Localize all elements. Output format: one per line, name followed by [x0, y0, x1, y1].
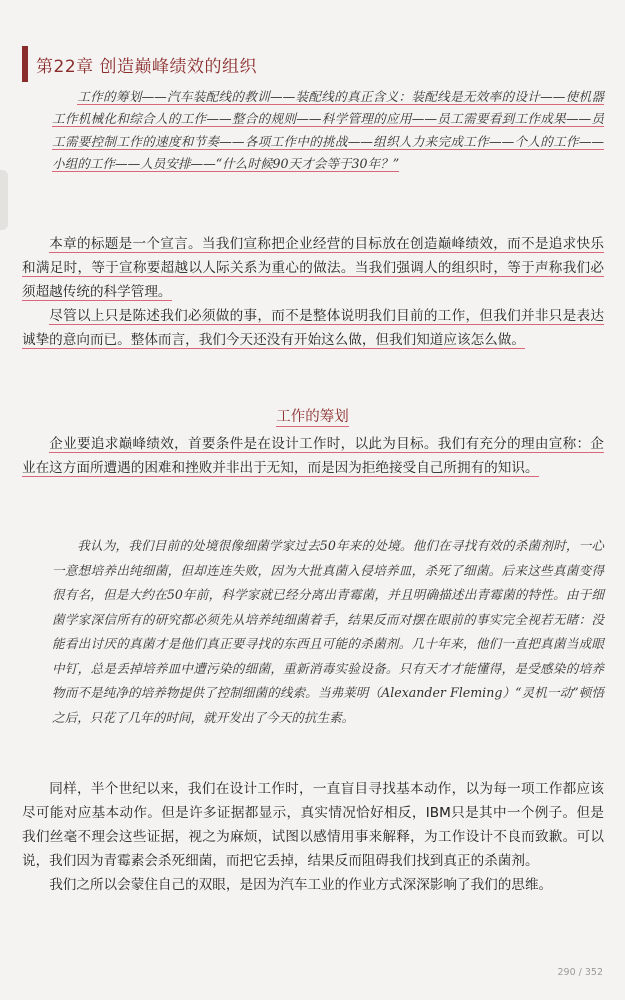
closing-paragraph-2[interactable]: 我们之所以会蒙住自己的双眼，是因为汽车工业的作业方式深深影响了我们的思维。 — [49, 877, 553, 893]
intro-paragraph-2[interactable]: 尽管以上只是陈述我们必须做的事，而不是整体说明我们目前的工作，但我们并非只是表达诚挚的意向而已。整体而言，我们今天还没有开始这么做，但我们知道应该怎么做。 — [22, 308, 604, 348]
intro-section — [22, 232, 604, 352]
section-body — [22, 432, 604, 480]
side-drawer-handle[interactable] — [0, 170, 8, 230]
quote-paragraph[interactable]: 我认为，我们目前的处境很像细菌学家过去50年来的处境。他们在寻找有效的杀菌剂时，一心一意想培养出纯细菌，但却连连失败，因为大批真菌入侵培养皿，杀死了细菌。后来这些真菌变得很有名，但是大约在50年前，科学家就已经分离出青霉菌，并且明确描述出青霉菌的特性。由于细菌学家深信所有的研究都必须先从培养纯细菌着手，结果反而对摆在眼前的事实完全视若无睹：没能看出讨厌的真菌才是他们真正要寻找的东西且可能的杀菌剂。几十年来，他们一直把真菌当成眼中钉，总是丢掉培养皿中遭污染的细菌，重新消毒实验设备。只有天才才能懂得，是受感染的培养物而不是纯净的培养物提供了控制细菌的线索。当弗莱明（Alexander Fleming）“灵机一动”顿悟之后，只花了几年的时间，就开发出了今天的抗生素。 — [52, 538, 604, 725]
chapter-summary[interactable] — [52, 86, 604, 176]
chapter-title: 第22章 创造巅峰绩效的组织 — [36, 56, 258, 77]
section-paragraph-1[interactable]: 企业要追求巅峰绩效，首要条件是在设计工作时，以此为目标。我们有充分的理由宣称：企业在这方面所遭遇的困难和挫败并非出于无知，而是因为拒绝接受自己所拥有的知识。 — [22, 436, 604, 476]
closing-paragraph-1[interactable]: 同样，半个世纪以来，我们在设计工作时，一直盲目寻找基本动作，以为每一项工作都应该尽可能对应基本动作。但是许多证据都显示，真实情况恰好相反，IBM只是其中一个例子。但是我们丝毫不理会这些证据，视之为麻烦，试图以感情用事来解释，为工作设计不良而致歉。可以说，我们因为青霉素会杀死细菌，而把它丢掉，结果反而阻碍我们找到真正的杀菌剂。 — [22, 781, 604, 869]
intro-paragraph-1[interactable]: 本章的标题是一个宣言。当我们宣称把企业经营的目标放在创造巅峰绩效，而不是追求快乐和满足时，等于宣称要超越以人际关系为重心的做法。当我们强调人的组织时，等于声称我们必须超越传统的科学管理。 — [22, 236, 604, 300]
section-title: 工作的筹划 — [276, 409, 349, 425]
page-number: 290 / 352 — [557, 967, 603, 978]
chapter-accent-bar — [22, 46, 28, 82]
chapter-header — [22, 46, 607, 82]
section-heading — [0, 405, 625, 426]
closing-section — [22, 777, 604, 897]
summary-text: 工作的筹划——汽车装配线的教训——装配线的真正含义：装配线是无效率的设计——使机器工作机械化和综合人的工作——整合的规则——科学管理的应用——员工需要看到工作成果——员工需要控制工作的速度和节奏——各项工作中的挑战——组织人力来完成工作——个人的工作——小组的工作——人员安排——“什么时候90天才会等于30年？” — [52, 89, 604, 172]
